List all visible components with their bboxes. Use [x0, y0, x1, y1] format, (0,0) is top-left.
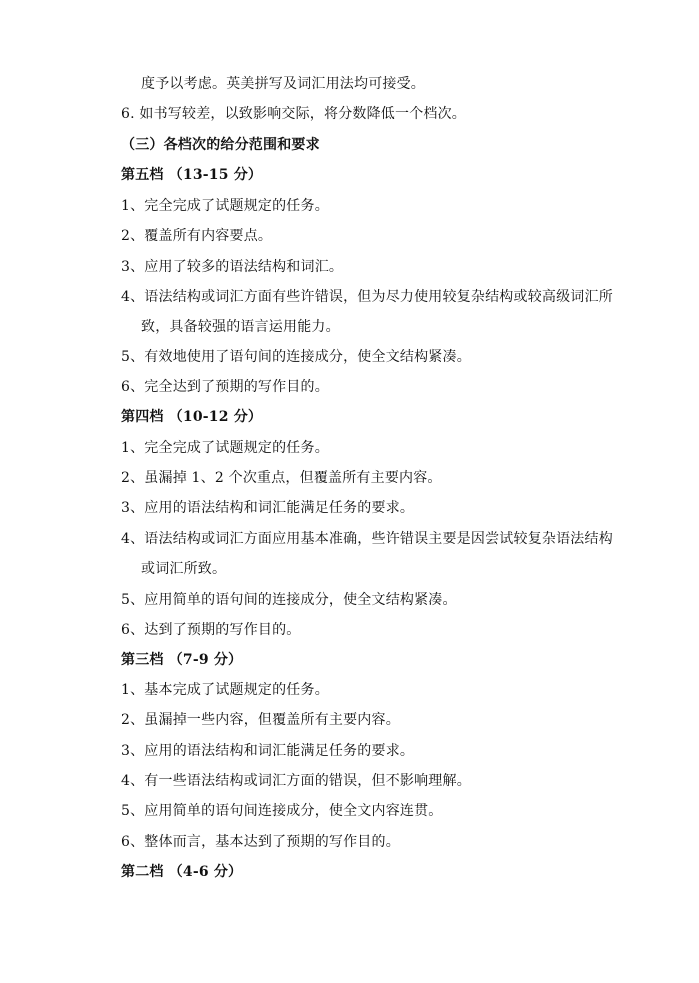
list-item: 2、虽漏掉一些内容，但覆盖所有主要内容。 — [121, 712, 400, 728]
list-item: 6、达到了预期的写作目的。 — [121, 622, 301, 638]
list-item: 6、整体而言，基本达到了预期的写作目的。 — [121, 834, 400, 850]
text-line: 6. 如书写较差，以致影响交际，将分数降低一个档次。 — [121, 106, 467, 122]
level-heading: 第二档 （4-6 分） — [121, 864, 243, 880]
list-item: 4、有一些语法结构或词汇方面的错误，但不影响理解。 — [121, 773, 471, 789]
list-item: 5、有效地使用了语句间的连接成分，使全文结构紧凑。 — [121, 349, 471, 365]
list-item: 4、语法结构或词汇方面应用基本准确，些许错误主要是因尝试较复杂语法结构 — [121, 531, 613, 547]
list-item-continuation: 或词汇所致。 — [141, 561, 227, 577]
list-item: 2、覆盖所有内容要点。 — [121, 228, 273, 244]
list-item: 1、完全完成了试题规定的任务。 — [121, 440, 329, 456]
list-item: 3、应用的语法结构和词汇能满足任务的要求。 — [121, 743, 415, 759]
list-item: 3、应用的语法结构和词汇能满足任务的要求。 — [121, 500, 415, 516]
list-item: 4、语法结构或词汇方面有些许错误，但为尽力使用较复杂结构或较高级词汇所 — [121, 289, 613, 305]
level-heading: 第四档 （10-12 分） — [121, 409, 263, 425]
list-item: 1、完全完成了试题规定的任务。 — [121, 198, 329, 214]
list-item: 3、应用了较多的语法结构和词汇。 — [121, 259, 344, 275]
level-heading: 第五档 （13-15 分） — [121, 167, 263, 183]
level-heading: 第三档 （7-9 分） — [121, 652, 243, 668]
text-line: 度予以考虑。英美拼写及词汇用法均可接受。 — [141, 76, 425, 92]
section-heading: （三）各档次的给分范围和要求 — [121, 137, 320, 153]
list-item: 2、虽漏掉 1、2 个次重点，但覆盖所有主要内容。 — [121, 470, 442, 486]
list-item: 5、应用简单的语句间的连接成分，使全文结构紧凑。 — [121, 592, 457, 608]
list-item: 5、应用简单的语句间连接成分，使全文内容连贯。 — [121, 803, 443, 819]
list-item-continuation: 致，具备较强的语言运用能力。 — [141, 319, 340, 335]
list-item: 1、基本完成了试题规定的任务。 — [121, 682, 329, 698]
list-item: 6、完全达到了预期的写作目的。 — [121, 379, 329, 395]
